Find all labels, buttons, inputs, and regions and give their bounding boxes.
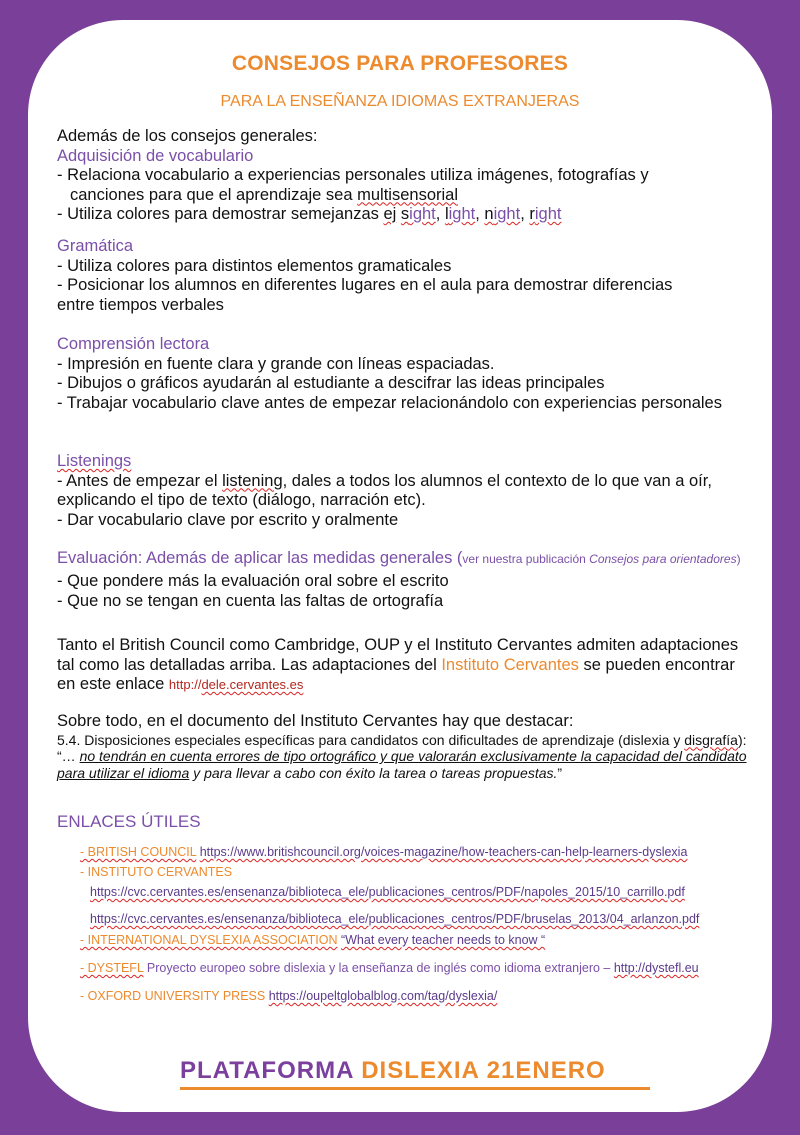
section-vocabulario: [57, 127, 757, 225]
dystefl-link[interactable]: http://dystefl.eu: [613, 961, 699, 975]
section-listenings: [57, 452, 757, 530]
cervantes-link-2[interactable]: https://cvc.cervantes.es/ensenanza/biblioteca_ele/publicaciones_centros/PDF/bruselas_2013/04_arlanzon.pdf: [90, 912, 700, 926]
section-destacar: [57, 712, 757, 781]
listen-line-2: - Dar vocabulario clave por escrito y oralmente: [57, 510, 399, 529]
destacar-intro: Sobre todo, en el documento del Instituto Cervantes hay que destacar:: [57, 712, 574, 730]
section-enlaces: [57, 812, 757, 832]
intro-text: Además de los consejos generales:: [57, 127, 318, 145]
footer-underline: [180, 1087, 650, 1090]
section-comprension: [57, 335, 757, 413]
link-row-dystefl: - DYSTEFL Proyecto europeo sobre dislexia y la enseñanza de inglés como idioma extranjero – http://dystefl.eu: [80, 961, 699, 975]
section-evaluacion: [57, 550, 757, 611]
reading-line-2: - Dibujos o gráficos ayudarán al estudiante a descifrar las ideas principales: [57, 374, 605, 392]
link-row-instituto-cervantes: - INSTITUTO CERVANTES: [80, 865, 233, 879]
heading-vocabulario: Adquisición de vocabulario: [57, 146, 254, 165]
heading-comprension: Comprensión lectora: [57, 335, 210, 353]
ida-link[interactable]: “What every teacher needs to know “: [340, 933, 546, 947]
oup-link[interactable]: https://oupeltglobalblog.com/tag/dyslexia/: [268, 989, 498, 1003]
listen-line-1: - Antes de empezar el listening, dales a todos los alumnos el contexto de lo que van a oír, explicando el tipo de texto (diálogo, narración etc).: [57, 471, 712, 509]
heading-listenings: Listenings: [57, 452, 132, 470]
reading-line-1: - Impresión en fuente clara y grande con líneas espaciadas.: [57, 354, 495, 373]
eval-line-2: - Que no se tengan en cuenta las faltas de ortografía: [57, 591, 444, 610]
gram-line-1: - Utiliza colores para distintos elementos gramaticales: [57, 256, 452, 275]
destacar-paragraph: 5.4. Disposiciones especiales específicas para candidatos con dificultades de aprendizaje (dislexia y disgrafía): “… no tendrán en cuenta errores de tipo ortográfico y que valorarán exclusivamente la capacidad del candidato para utilizar el idioma y para llevar a cabo con éxito la tarea o tareas propuestas.”: [57, 731, 747, 781]
section-gramatica: [57, 237, 757, 315]
page-subtitle: PARA LA ENSEÑANZA IDIOMAS EXTRANJERAS: [220, 93, 580, 110]
footer-brand: PLATAFORMA DISLEXIA 21ENERO: [180, 1057, 606, 1084]
eval-heading: Evaluación: Además de aplicar las medidas generales (ver nuestra publicación Consejos para orientadores): [57, 549, 741, 567]
link-row-ida: - INTERNATIONAL DYSLEXIA ASSOCIATION “What every teacher needs to know “: [80, 933, 546, 947]
vocab-line-1: - Relaciona vocabulario a experiencias personales utiliza imágenes, fotografías y: [57, 166, 649, 184]
dele-link[interactable]: http://dele.cervantes.es: [168, 677, 304, 692]
link-row-british-council: - BRITISH COUNCIL https://www.britishcouncil.org/voices-magazine/how-teachers-can-help-learners-dyslexia: [80, 845, 688, 859]
link-row-oup: - OXFORD UNIVERSITY PRESS https://oupeltglobalblog.com/tag/dyslexia/: [80, 989, 498, 1003]
cervantes-link-1[interactable]: https://cvc.cervantes.es/ensenanza/biblioteca_ele/publicaciones_centros/PDF/napoles_2015/10_carrillo.pdf: [90, 885, 685, 899]
vocab-line-2: - Utiliza colores para demostrar semejanzas ej sight, light, night, right: [57, 205, 562, 223]
vocab-line-1b: canciones para que el aprendizaje sea multisensorial: [70, 185, 458, 204]
gram-line-2: - Posicionar los alumnos en diferentes lugares en el aula para demostrar diferencias entre tiempos verbales: [57, 276, 673, 314]
page-title: CONSEJOS PARA PROFESORES: [231, 52, 569, 75]
heading-enlaces: ENLACES ÚTILES: [57, 812, 201, 831]
british-council-link[interactable]: https://www.britishcouncil.org/voices-magazine/how-teachers-can-help-learners-dyslexia: [199, 845, 688, 859]
section-cervantes: Tanto el British Council como Cambridge, OUP y el Instituto Cervantes admiten adaptaciones tal como las detalladas arriba. Las adaptaciones del Instituto Cervantes se pueden encontrar en este enlace http://dele.cervantes.es: [57, 636, 739, 693]
reading-line-3: - Trabajar vocabulario clave antes de empezar relacionándolo con experiencias personales: [57, 393, 722, 412]
eval-line-1: - Que pondere más la evaluación oral sobre el escrito: [57, 572, 449, 590]
heading-gramatica: Gramática: [57, 237, 134, 255]
